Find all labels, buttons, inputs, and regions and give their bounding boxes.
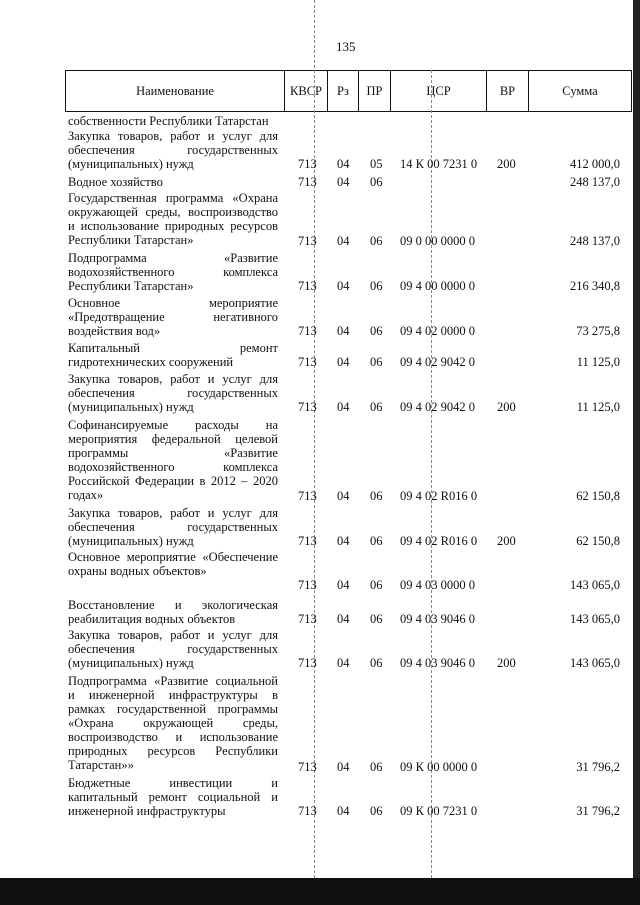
row-name: Закупка товаров, работ и услуг для обеспечения государственных (муниципальных) нужд: [68, 628, 278, 670]
row-name: Подпрограмма «Развитие водохозяйственного комплекса Республики Татарстан»: [68, 251, 278, 293]
row-pr: 06: [370, 489, 383, 503]
row-sum: 31 796,2: [576, 804, 620, 818]
row-name: Закупка товаров, работ и услуг для обеспечения государственных (муниципальных) нужд: [68, 129, 278, 171]
row-csr: 09 4 00 0000 0: [400, 279, 475, 293]
row-pr: 05: [370, 157, 383, 171]
row-sum: 216 340,8: [570, 279, 620, 293]
row-kvsr: 713: [298, 355, 317, 369]
row-sum: 143 065,0: [570, 656, 620, 670]
row-csr: 09 К 00 0000 0: [400, 760, 478, 774]
row-csr: 09 4 02 9042 0: [400, 355, 475, 369]
row-rz: 04: [337, 400, 350, 414]
row-kvsr: 713: [298, 760, 317, 774]
row-pr: 06: [370, 656, 383, 670]
row-csr: 09 4 02 R016 0: [400, 489, 478, 503]
row-name: Капитальный ремонт гидротехнических сооружений: [68, 341, 278, 369]
row-sum: 11 125,0: [576, 355, 620, 369]
row-csr: 09 0 00 0000 0: [400, 234, 475, 248]
row-kvsr: 713: [298, 578, 317, 592]
row-sum: 412 000,0: [570, 157, 620, 171]
row-kvsr: 713: [298, 400, 317, 414]
row-name: Основное мероприятие «Предотвращение негативного воздействия вод»: [68, 296, 278, 338]
row-kvsr: 713: [298, 656, 317, 670]
row-pr: 06: [370, 279, 383, 293]
row-sum: 143 065,0: [570, 578, 620, 592]
row-kvsr: 713: [298, 534, 317, 548]
row-name: Основное мероприятие «Обеспечение охраны водных объектов»: [68, 550, 278, 578]
row-name: Закупка товаров, работ и услуг для обеспечения государственных (муниципальных) нужд: [68, 372, 278, 414]
header-vr: ВР: [487, 71, 529, 112]
row-name: Государственная программа «Охрана окружающей среды, воспроизводство и использование природных ресурсов Республики Татарстан»: [68, 191, 278, 247]
row-name: Закупка товаров, работ и услуг для обеспечения государственных (муниципальных) нужд: [68, 506, 278, 548]
row-sum: 143 065,0: [570, 612, 620, 626]
row-sum: 248 137,0: [570, 234, 620, 248]
header-sum: Сумма: [529, 71, 632, 112]
row-rz: 04: [337, 612, 350, 626]
row-pr: 06: [370, 234, 383, 248]
header-kvsr: КВСР: [285, 71, 328, 112]
row-pr: 06: [370, 612, 383, 626]
row-rz: 04: [337, 578, 350, 592]
row-rz: 04: [337, 804, 350, 818]
row-kvsr: 713: [298, 804, 317, 818]
row-name: собственности Республики Татарстан: [68, 114, 269, 128]
row-rz: 04: [337, 534, 350, 548]
row-sum: 248 137,0: [570, 175, 620, 189]
row-kvsr: 713: [298, 157, 317, 171]
row-name: Софинансируемые расходы на мероприятия федеральной целевой программы «Развитие водохозяйственного комплекса Российской Федерации в 2012 – 2020 годах»: [68, 418, 278, 502]
row-csr: 09 4 02 0000 0: [400, 324, 475, 338]
row-sum: 62 150,8: [576, 534, 620, 548]
row-kvsr: 713: [298, 324, 317, 338]
header-pr: ПР: [359, 71, 391, 112]
row-csr: 14 К 00 7231 0: [400, 157, 478, 171]
row-pr: 06: [370, 175, 383, 189]
row-pr: 06: [370, 324, 383, 338]
row-csr: 09 4 03 9046 0: [400, 656, 475, 670]
row-rz: 04: [337, 355, 350, 369]
row-name: Восстановление и экологическая реабилитация водных объектов: [68, 598, 278, 626]
row-name: Водное хозяйство: [68, 175, 163, 189]
row-rz: 04: [337, 157, 350, 171]
row-vr: 200: [497, 400, 516, 414]
row-kvsr: 713: [298, 175, 317, 189]
header-rz: Рз: [328, 71, 359, 112]
row-rz: 04: [337, 175, 350, 189]
row-pr: 06: [370, 760, 383, 774]
scan-edge-bottom: [0, 878, 640, 905]
fold-line-left: [314, 0, 315, 878]
row-csr: 09 4 02 R016 0: [400, 534, 478, 548]
row-name: Подпрограмма «Развитие социальной и инженерной инфраструктуры в рамках государственной программы «Охрана окружающей среды, воспроизводство и использование природных ресурсов Республики Татарстан»»: [68, 674, 278, 772]
row-csr: 09 4 03 9046 0: [400, 612, 475, 626]
row-vr: 200: [497, 656, 516, 670]
table-header: [65, 70, 632, 112]
row-kvsr: 713: [298, 612, 317, 626]
row-pr: 06: [370, 534, 383, 548]
page-number: 135: [336, 39, 356, 54]
row-kvsr: 713: [298, 279, 317, 293]
row-vr: 200: [497, 534, 516, 548]
row-rz: 04: [337, 324, 350, 338]
row-sum: 73 275,8: [576, 324, 620, 338]
row-pr: 06: [370, 804, 383, 818]
row-rz: 04: [337, 234, 350, 248]
row-sum: 62 150,8: [576, 489, 620, 503]
row-rz: 04: [337, 656, 350, 670]
row-csr: 09 4 02 9042 0: [400, 400, 475, 414]
header-csr: ЦСР: [391, 71, 487, 112]
row-sum: 31 796,2: [576, 760, 620, 774]
row-rz: 04: [337, 760, 350, 774]
row-csr: 09 4 03 0000 0: [400, 578, 475, 592]
row-vr: 200: [497, 157, 516, 171]
row-pr: 06: [370, 355, 383, 369]
row-rz: 04: [337, 279, 350, 293]
scan-edge-right: [633, 0, 640, 905]
row-kvsr: 713: [298, 234, 317, 248]
row-rz: 04: [337, 489, 350, 503]
row-csr: 09 К 00 7231 0: [400, 804, 478, 818]
row-name: Бюджетные инвестиции и капитальный ремонт социальной и инженерной инфраструктуры: [68, 776, 278, 818]
fold-line-right: [431, 70, 432, 878]
row-sum: 11 125,0: [576, 400, 620, 414]
header-name: Наименование: [66, 71, 285, 112]
row-pr: 06: [370, 578, 383, 592]
row-kvsr: 713: [298, 489, 317, 503]
row-pr: 06: [370, 400, 383, 414]
